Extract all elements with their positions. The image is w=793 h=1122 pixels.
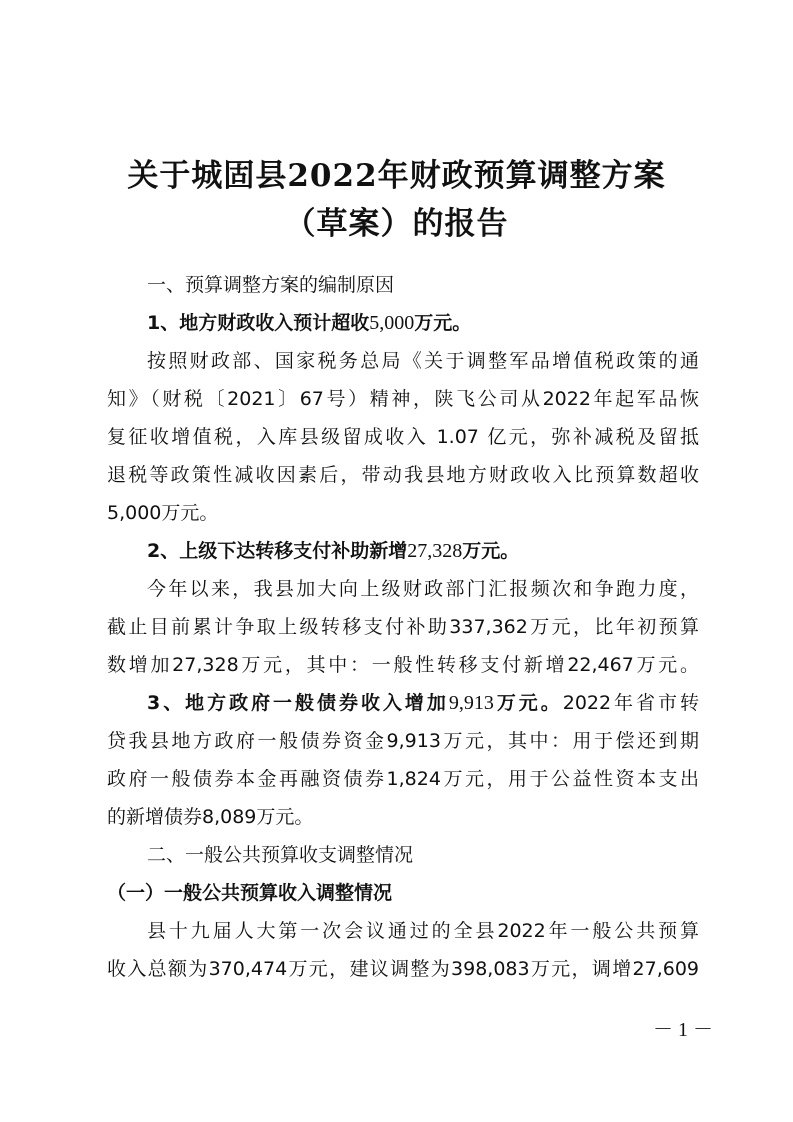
paragraph-line: 今年以来，我县加大向上级财政部门汇报频次和争跑力度， — [147, 578, 699, 600]
item-2-heading — [107, 532, 699, 570]
item-1-heading-number: 5,000 — [369, 312, 415, 334]
page-number: － 1 － — [653, 1019, 713, 1041]
paragraph-line: 5,000万元。 — [107, 502, 219, 524]
report-title-line-1: 关于城固县2022年财政预算调整方案 — [127, 158, 666, 194]
paragraph-line: 收入总额为370,474万元，建议调整为398,083万元，调增27,609 — [107, 958, 699, 980]
paragraph-line: 县十九届人大第一次会议通过的全县2022年一般公共预算 — [147, 920, 699, 942]
item-3-heading-text: 3、地方政府一般债券收入增加 — [147, 692, 449, 714]
item-1-heading — [107, 304, 699, 342]
paragraph-line: 政府一般债券本金再融资债券1,824万元，用于公益性资本支出 — [107, 768, 699, 790]
item-1-heading-text: 1、地方财政收入预计超收 — [147, 312, 370, 334]
paragraph-line: 知》（财税〔2021〕67号）精神，陕飞公司从2022年起军品恢 — [107, 388, 699, 410]
paragraph-line: 贷我县地方政府一般债券资金9,913万元，其中：用于偿还到期 — [107, 730, 699, 752]
section-2-heading: 二、一般公共预算收支调整情况 — [147, 844, 414, 866]
subsection-1-heading: （一）一般公共预算收入调整情况 — [107, 882, 393, 904]
item-2-heading-number: 27,328 — [407, 540, 463, 562]
paragraph-line: 的新增债券8,089万元。 — [107, 806, 314, 828]
paragraph-line: 退税等政策性减收因素后，带动我县地方财政收入比预算数超收 — [107, 464, 699, 486]
section-1-heading: 一、预算调整方案的编制原因 — [147, 274, 395, 296]
paragraph-line: 数增加27,328万元，其中：一般性转移支付新增22,467万元。 — [107, 654, 699, 676]
item-3-heading-unit: 万元。 — [493, 692, 563, 714]
paragraph-line: 按照财政部、国家税务总局《关于调整军品增值税政策的通 — [147, 350, 699, 372]
report-title-line-2: （草案）的报告 — [284, 206, 509, 242]
item-1-heading-unit: 万元。 — [414, 312, 472, 334]
paragraph-line: 复征收增值税，入库县级留成收入 1.07 亿元，弥补减税及留抵 — [107, 426, 699, 448]
item-2-heading-unit: 万元。 — [462, 540, 520, 562]
item-3-heading-number: 9,913 — [448, 692, 494, 714]
report-body — [107, 266, 699, 988]
paragraph-line: 截止目前累计争取上级转移支付补助337,362万元，比年初预算 — [107, 616, 699, 638]
item-2-heading-text: 2、上级下达转移支付补助新增 — [147, 540, 408, 562]
item-3-line-continuation: 2022年省市转 — [562, 692, 699, 714]
item-3-heading-line — [107, 684, 699, 722]
